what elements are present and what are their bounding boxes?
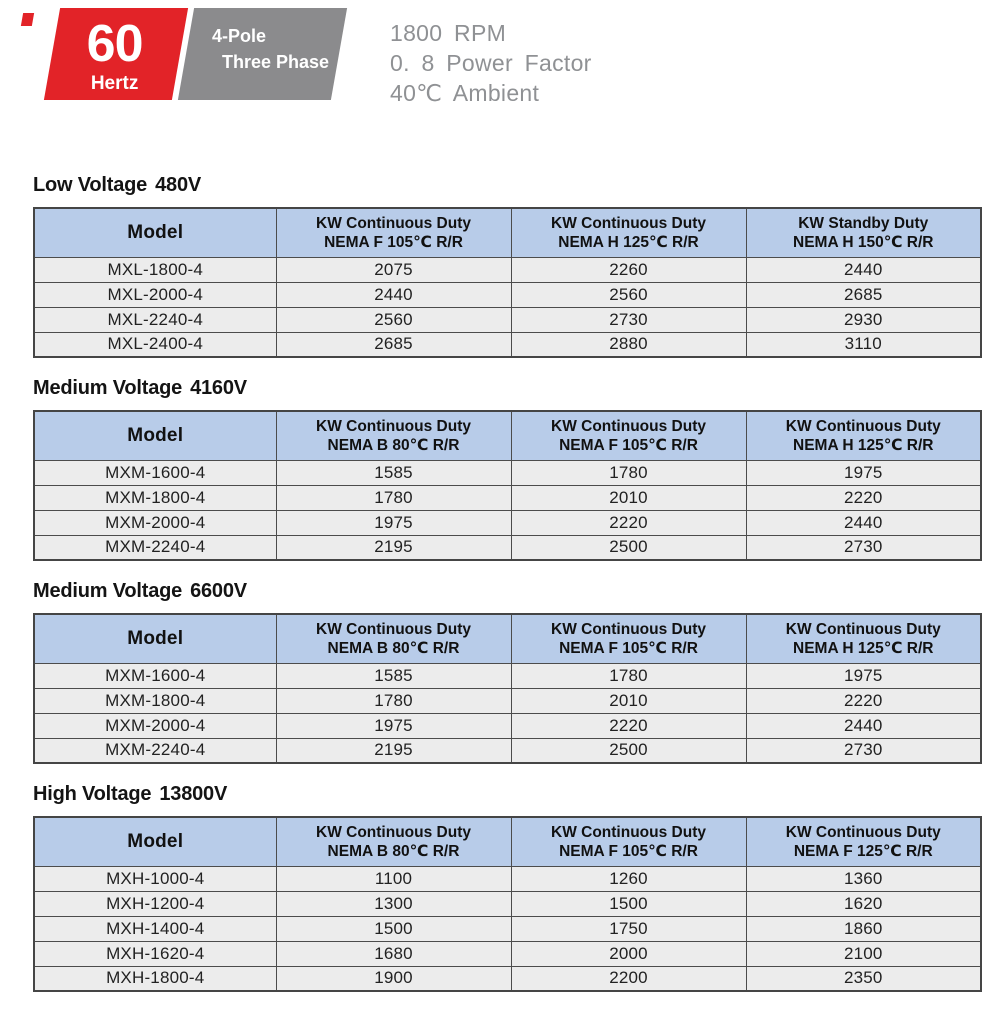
column-header: KW Continuous Duty NEMA H 125℃ R/R	[746, 614, 981, 663]
kw-cell: 2260	[511, 257, 746, 282]
column-header-model: Model	[34, 614, 276, 663]
kw-cell: 1500	[511, 891, 746, 916]
model-cell: MXM-1600-4	[34, 663, 276, 688]
table-row	[34, 738, 981, 763]
kw-cell: 2220	[511, 713, 746, 738]
column-header: KW Continuous Duty NEMA H 125℃ R/R	[746, 411, 981, 460]
ratings-table-6600v	[33, 613, 982, 764]
kw-cell: 2730	[746, 738, 981, 763]
phase-label: Three Phase	[222, 52, 330, 72]
kw-cell: 2500	[511, 535, 746, 560]
column-header-model: Model	[34, 817, 276, 866]
section-title-voltage: 480V	[155, 174, 202, 196]
model-cell: MXL-1800-4	[34, 257, 276, 282]
kw-cell: 2195	[276, 535, 511, 560]
model-cell: MXH-1200-4	[34, 891, 276, 916]
kw-cell: 1975	[276, 510, 511, 535]
column-header: KW Continuous Duty NEMA B 80℃ R/R	[276, 817, 511, 866]
kw-cell: 1780	[276, 688, 511, 713]
table-row	[34, 332, 981, 357]
model-cell: MXM-2240-4	[34, 535, 276, 560]
section-title-voltage: 13800V	[159, 783, 228, 805]
kw-cell: 1750	[511, 916, 746, 941]
spec-ambient: 40℃ Ambient	[390, 80, 540, 106]
hertz-label: Hertz	[90, 73, 139, 94]
column-header-model: Model	[34, 411, 276, 460]
header-row	[34, 817, 981, 866]
kw-cell: 1780	[276, 485, 511, 510]
model-cell: MXH-1400-4	[34, 916, 276, 941]
kw-cell: 2100	[746, 941, 981, 966]
column-header: KW Continuous Duty NEMA F 125℃ R/R	[746, 817, 981, 866]
table-row	[34, 460, 981, 485]
table-row	[34, 941, 981, 966]
table-row	[34, 916, 981, 941]
header-row	[34, 208, 981, 257]
model-cell: MXH-1800-4	[34, 966, 276, 991]
column-header: KW Continuous Duty NEMA F 105℃ R/R	[511, 817, 746, 866]
kw-cell: 2440	[746, 257, 981, 282]
kw-cell: 2195	[276, 738, 511, 763]
kw-cell: 2440	[746, 510, 981, 535]
kw-cell: 1900	[276, 966, 511, 991]
kw-cell: 2560	[511, 282, 746, 307]
table-row	[34, 307, 981, 332]
kw-cell: 2440	[276, 282, 511, 307]
table-row	[34, 688, 981, 713]
kw-cell: 2730	[511, 307, 746, 332]
kw-cell: 2220	[746, 485, 981, 510]
kw-cell: 1780	[511, 663, 746, 688]
column-header: KW Continuous Duty NEMA F 105℃ R/R	[511, 614, 746, 663]
kw-cell: 2350	[746, 966, 981, 991]
model-cell: MXM-1600-4	[34, 460, 276, 485]
kw-cell: 2685	[276, 332, 511, 357]
kw-cell: 1975	[276, 713, 511, 738]
kw-cell: 2500	[511, 738, 746, 763]
kw-cell: 2010	[511, 485, 746, 510]
spec-power-factor: 0. 8 Power Factor	[390, 50, 592, 76]
section-title-label: High Voltage	[33, 783, 152, 805]
spec-rpm: 1800 RPM	[390, 20, 507, 46]
kw-cell: 1780	[511, 460, 746, 485]
spec-list	[390, 18, 592, 108]
kw-cell: 2000	[511, 941, 746, 966]
table-row	[34, 891, 981, 916]
kw-cell: 1975	[746, 663, 981, 688]
kw-cell: 1585	[276, 663, 511, 688]
kw-cell: 1360	[746, 866, 981, 891]
column-header: KW Continuous Duty NEMA B 80℃ R/R	[276, 411, 511, 460]
model-cell: MXM-1800-4	[34, 688, 276, 713]
column-header: KW Continuous Duty NEMA F 105℃ R/R	[276, 208, 511, 257]
model-cell: MXH-1000-4	[34, 866, 276, 891]
kw-cell: 1260	[511, 866, 746, 891]
section-title-label: Medium Voltage	[33, 377, 183, 399]
table-row	[34, 485, 981, 510]
table-row	[34, 663, 981, 688]
kw-cell: 1585	[276, 460, 511, 485]
table-row	[34, 510, 981, 535]
hertz-badge	[44, 8, 188, 100]
kw-cell: 2220	[746, 688, 981, 713]
kw-cell: 1100	[276, 866, 511, 891]
column-header: KW Standby Duty NEMA H 150℃ R/R	[746, 208, 981, 257]
table-row	[34, 966, 981, 991]
column-header: KW Continuous Duty NEMA F 105℃ R/R	[511, 411, 746, 460]
model-cell: MXM-2240-4	[34, 738, 276, 763]
ratings-table-13800v	[33, 816, 982, 992]
pole-label: 4-Pole	[212, 26, 267, 46]
section-title-label: Low Voltage	[33, 174, 148, 196]
column-header-model: Model	[34, 208, 276, 257]
pole-phase-badge	[178, 8, 347, 100]
section-title	[33, 783, 1005, 806]
kw-cell: 2685	[746, 282, 981, 307]
section-medium-voltage-6600v	[33, 580, 1005, 764]
table-row	[34, 866, 981, 891]
model-cell: MXL-2000-4	[34, 282, 276, 307]
kw-cell: 2440	[746, 713, 981, 738]
section-title-label: Medium Voltage	[33, 580, 183, 602]
column-header: KW Continuous Duty NEMA H 125℃ R/R	[511, 208, 746, 257]
header-row	[34, 411, 981, 460]
kw-cell: 2880	[511, 332, 746, 357]
table-row	[34, 257, 981, 282]
ratings-table-480v	[33, 207, 982, 358]
section-title-voltage: 6600V	[190, 580, 247, 602]
model-cell: MXL-2400-4	[34, 332, 276, 357]
model-cell: MXM-2000-4	[34, 713, 276, 738]
section-high-voltage-13800v	[33, 783, 1005, 992]
kw-cell: 1500	[276, 916, 511, 941]
kw-cell: 1300	[276, 891, 511, 916]
section-medium-voltage-4160v	[33, 377, 1005, 561]
section-low-voltage-480v	[33, 174, 1005, 358]
section-title	[33, 377, 1005, 400]
model-cell: MXM-1800-4	[34, 485, 276, 510]
kw-cell: 1975	[746, 460, 981, 485]
kw-cell: 2200	[511, 966, 746, 991]
model-cell: MXM-2000-4	[34, 510, 276, 535]
kw-cell: 2010	[511, 688, 746, 713]
section-title-voltage: 4160V	[190, 377, 247, 399]
column-header: KW Continuous Duty NEMA B 80℃ R/R	[276, 614, 511, 663]
model-cell: MXL-2240-4	[34, 307, 276, 332]
kw-cell: 1680	[276, 941, 511, 966]
hertz-value: 60	[86, 15, 143, 73]
kw-cell: 2930	[746, 307, 981, 332]
ratings-table-4160v	[33, 410, 982, 561]
kw-cell: 2220	[511, 510, 746, 535]
model-cell: MXH-1620-4	[34, 941, 276, 966]
content	[0, 174, 1005, 992]
section-title	[33, 580, 1005, 603]
kw-cell: 2075	[276, 257, 511, 282]
kw-cell: 3110	[746, 332, 981, 357]
section-title	[33, 174, 1005, 197]
kw-cell: 2560	[276, 307, 511, 332]
header-row	[34, 614, 981, 663]
banner	[0, 0, 1005, 106]
table-row	[34, 713, 981, 738]
kw-cell: 1620	[746, 891, 981, 916]
red-accent-mark	[21, 13, 34, 26]
table-row	[34, 282, 981, 307]
kw-cell: 2730	[746, 535, 981, 560]
table-row	[34, 535, 981, 560]
kw-cell: 1860	[746, 916, 981, 941]
